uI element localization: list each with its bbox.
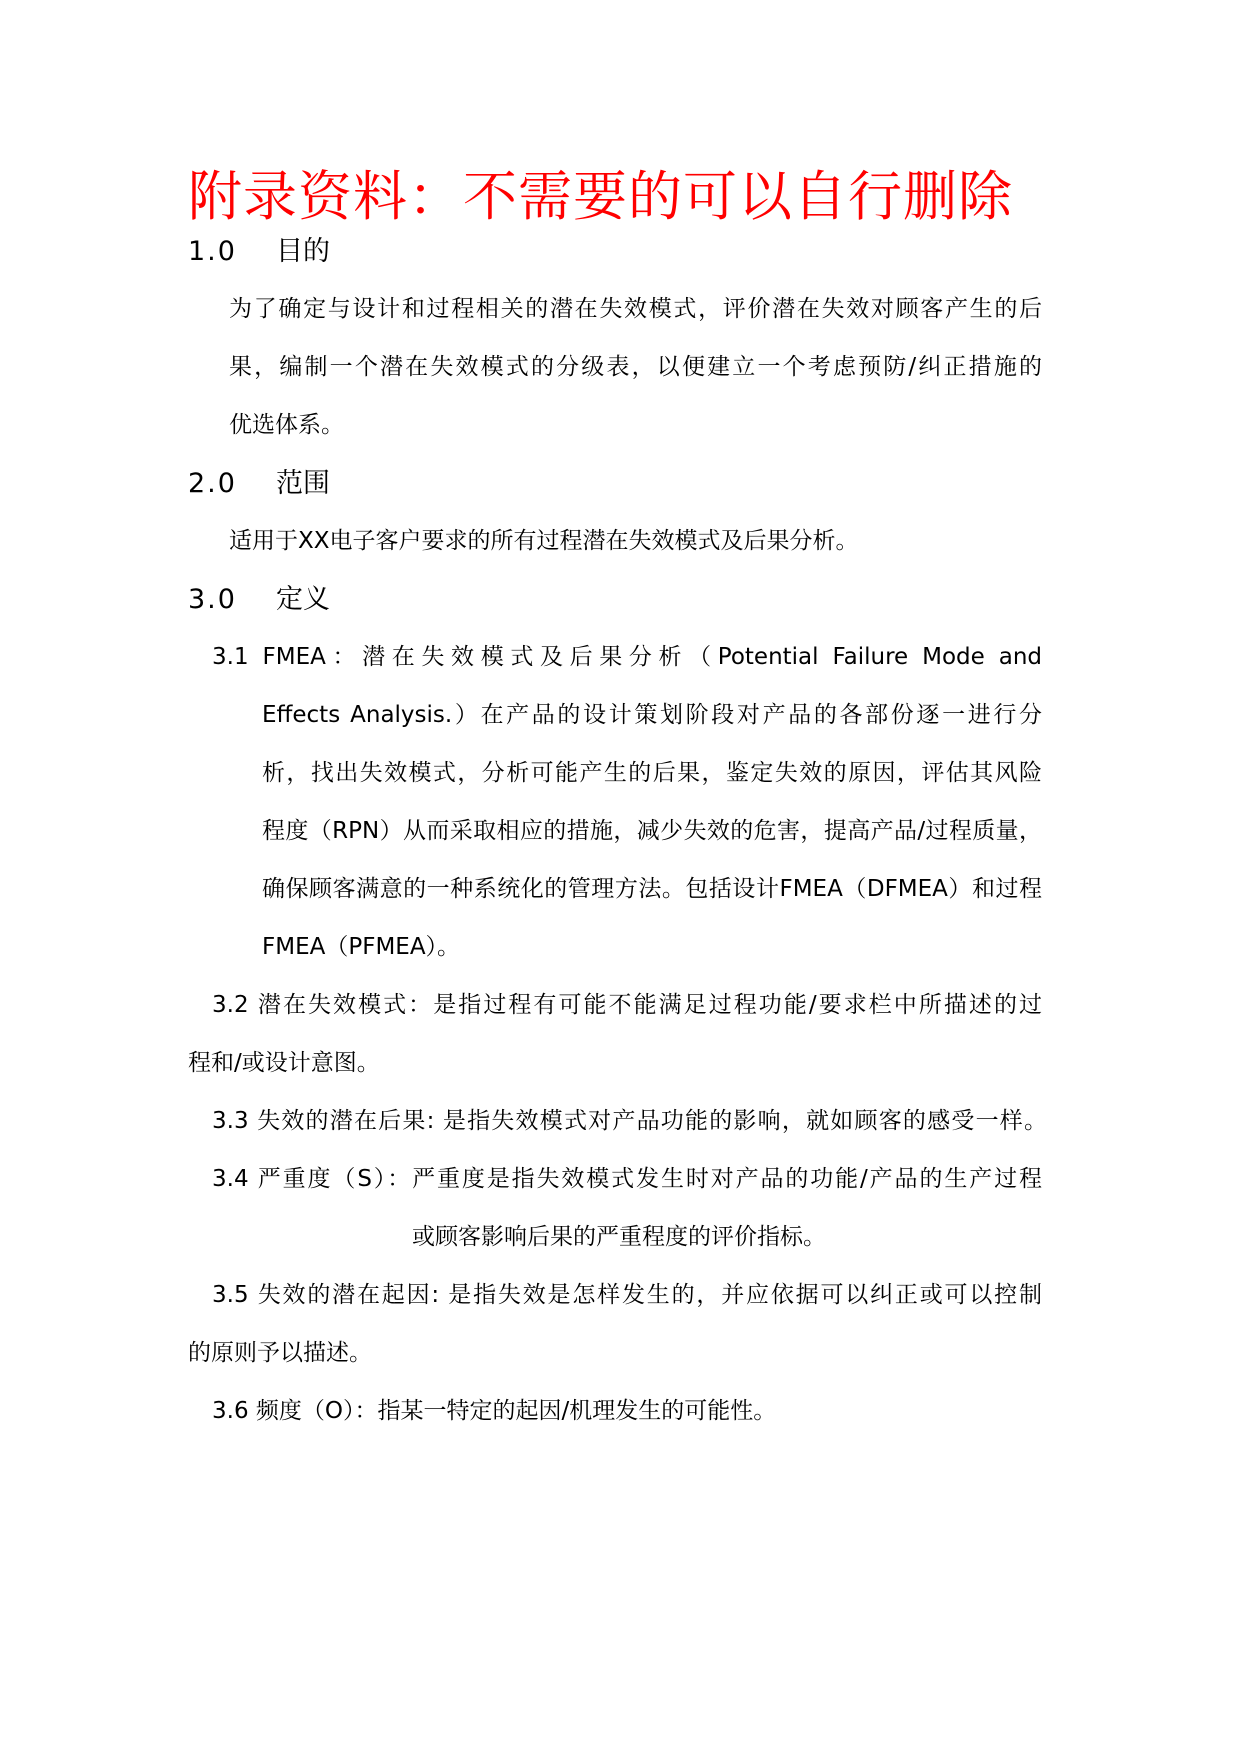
definition-3-1-line-3: 析，找出失效模式，分析可能产生的后果，鉴定失效的原因，评估其风险 bbox=[262, 760, 1042, 786]
definition-3-5-line-1: 3.5 失效的潜在起因: 是指失效是怎样发生的，并应依据可以纠正或可以控制 bbox=[212, 1282, 1042, 1308]
definition-3-1-line-1: 3.1 FMEA：潜在失效模式及后果分析（Potential Failure Mode and bbox=[212, 644, 1042, 670]
definition-3-1-line-5: 确保顾客满意的一种系统化的管理方法。包括设计FMEA（DFMEA）和过程 bbox=[262, 876, 1042, 902]
definition-3-2-line-2: 程和/或设计意图。 bbox=[188, 1050, 380, 1076]
definition-3-4-line-1: 3.4 严重度（S）：严重度是指失效模式发生时对产品的功能/产品的生产过程 bbox=[212, 1166, 1042, 1192]
definition-3-2-line-1: 3.2 潜在失效模式：是指过程有可能不能满足过程功能/要求栏中所描述的过 bbox=[212, 992, 1042, 1018]
scope-line-1: 适用于XX电子客户要求的所有过程潜在失效模式及后果分析。 bbox=[229, 528, 859, 554]
definition-3-5-line-2: 的原则予以描述。 bbox=[188, 1340, 372, 1366]
section-heading-scope bbox=[188, 466, 330, 502]
purpose-line-1: 为了确定与设计和过程相关的潜在失效模式，评价潜在失效对顾客产生的后 bbox=[229, 296, 1042, 322]
section-title: 范围 bbox=[276, 468, 330, 499]
definition-3-4-line-2: 或顾客影响后果的严重程度的评价指标。 bbox=[412, 1224, 826, 1250]
purpose-line-2: 果，编制一个潜在失效模式的分级表，以便建立一个考虑预防/纠正措施的 bbox=[229, 354, 1042, 380]
definition-3-3-line-1: 3.3 失效的潜在后果: 是指失效模式对产品功能的影响，就如顾客的感受一样。 bbox=[212, 1108, 1047, 1134]
definition-3-6-line-1: 3.6 频度（O）：指某一特定的起因/机理发生的可能性。 bbox=[212, 1398, 777, 1424]
section-number: 3.0 bbox=[188, 584, 237, 615]
appendix-banner: 附录资料：不需要的可以自行删除 bbox=[188, 165, 1013, 228]
section-heading-definitions bbox=[188, 582, 330, 618]
section-title: 目的 bbox=[276, 236, 330, 267]
definition-3-1-line-4: 程度（RPN）从而采取相应的措施，减少失效的危害，提高产品/过程质量， bbox=[262, 818, 1042, 844]
definition-3-1-line-6: FMEA（PFMEA）。 bbox=[262, 934, 461, 960]
section-number: 1.0 bbox=[188, 236, 237, 267]
section-heading-purpose bbox=[188, 234, 330, 270]
section-title: 定义 bbox=[276, 584, 330, 615]
purpose-line-3: 优选体系。 bbox=[229, 412, 344, 438]
section-number: 2.0 bbox=[188, 468, 237, 499]
definition-3-1-line-2: Effects Analysis.）在产品的设计策划阶段对产品的各部份逐一进行分 bbox=[262, 702, 1042, 728]
